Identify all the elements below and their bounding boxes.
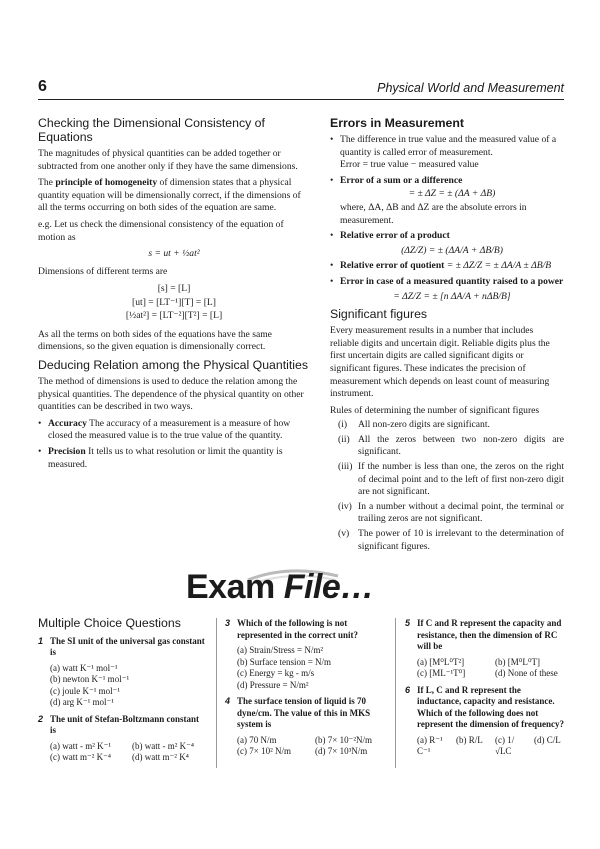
paragraph: Dimensions of different terms are [38, 265, 168, 277]
option: (d) arg K⁻¹ mol⁻¹ [50, 697, 114, 707]
question-4: 4 The surface tension of liquid is 70 dyne/cm. The value of this in MKS system is [225, 696, 371, 729]
dim-line: [s] = [L] [157, 283, 191, 295]
bullet-error-power: • Error in case of a measured quantity raised to a power = ΔZ/Z = ± [n ΔA/A + nΔB/B] [330, 276, 564, 303]
paragraph: e.g. Let us check the dimensional consistency of the equation of motion as [38, 218, 284, 243]
section-heading-significant-figures: Significant figures [330, 307, 428, 322]
question-1: 1 The SI unit of the universal gas constant is [38, 635, 205, 657]
option: (a) watt K⁻¹ mol⁻¹ [50, 662, 118, 673]
rule-item: (i) All non-zero digits are significant. [338, 419, 490, 431]
question-6: 6 If L, C and R represent the inductance, capacity and resistance. Which of the following does not represent the dimension of frequency? [405, 684, 564, 729]
mcq-column-1 [38, 618, 206, 764]
bold-term: principle of homogeneity [55, 177, 158, 189]
option-row: (c) 7× 10² N/m (d) 7× 10³N/m [237, 746, 368, 756]
option: (b) Surface tension = N/m [237, 656, 332, 667]
bullet-error-product: • Relative error of a product (ΔZ/Z) = ± (ΔA/A + ΔB/B) [330, 230, 564, 257]
option: (c) joule K⁻¹ mol⁻¹ [50, 685, 121, 696]
option-row: (a) R⁻¹ C⁻¹ (b) R/L (c) 1/√LC (d) C/L [417, 734, 561, 756]
question-2: 2 The unit of Stefan-Boltzmann constant is [38, 713, 200, 735]
exam-file-banner [178, 566, 448, 614]
option-row: (a) 70 N/m (b) 7× 10⁻²N/m [237, 734, 373, 745]
dim-line: [ut] = [LT⁻¹][T] = [L] [132, 296, 216, 308]
bullet-error-quotient: • Relative error of quotient = ± ΔZ/Z = ± ΔA/A ± ΔB/B [330, 260, 564, 273]
bullet-error-definition: • The difference in true value and the measured value of a quantity is called error of measurement. Error = true value − measured value [330, 134, 564, 172]
column-divider [216, 618, 217, 768]
bullet-accuracy: • Accuracy The accuracy of a measurement is a measure of how closed the measured value is to the true value of the quantity. [38, 418, 310, 443]
header-rule [38, 99, 564, 100]
rule-item: (v) The power of 10 is irrelevant to the determination of significant figures. [338, 528, 564, 552]
bullet-error-sum: • Error of a sum or a difference = ± ΔZ = ± (ΔA + ΔB) where, ΔA, ΔB and ΔZ are the absolute errors in measurement. [330, 175, 564, 227]
dim-line: [½at²] = [LT⁻²][T²] = [L] [125, 310, 223, 322]
option-row: (a) [M⁰L⁰T²] (b) [M⁰L⁰T] [417, 656, 540, 667]
paragraph: As all the terms on both sides of the equations have the same dimensions, so the given equation is dimensionally correct. [38, 328, 272, 353]
section-heading-errors: Errors in Measurement [330, 116, 464, 130]
rule-item: (ii) All the zeros between two non-zero digits are significant. [338, 433, 564, 458]
page-number: 6 [38, 78, 47, 95]
question-3: 3 Which of the following is not represented in the correct unit? [225, 618, 358, 640]
running-head: Physical World and Measurement [377, 81, 564, 95]
option: (c) Energy = kg - m/s [237, 668, 315, 678]
paragraph: The magnitudes of physical quantities can be added together or subtracted from one another only if they have the same dimensions. [38, 148, 298, 172]
option: (d) Pressure = N/m² [237, 679, 309, 690]
bullet-precision: • Precision It tells us to what resolution or limit the quantity is measured. [38, 446, 310, 471]
dimension-equations [38, 282, 310, 323]
option: (a) Strain/Stress = N/m² [237, 645, 324, 655]
section-heading-dimensional-consistency: Checking the Dimensional Consistency of Equations [38, 116, 265, 144]
right-column [330, 116, 564, 555]
paragraph: The method of dimensions is used to deduce the relation among the physical quantities. The dependence of the physical quantity on other quantities can be described in two ways. [38, 376, 304, 413]
equation-motion: s = ut + ½at² [148, 248, 200, 260]
option-row: (c) [ML⁻¹T⁰] (d) None of these [417, 668, 558, 678]
question-5: 5 If C and R represent the capacity and resistance, then the dimension of RC will be [405, 618, 562, 651]
paragraph: The principle of homogeneity of dimension states that a physical quantity equation will be dimensionally correct, if the dimensions of all the terms occurring on both sides of the equation are same. [38, 177, 301, 214]
paragraph: Every measurement results in a number that includes reliable digits and uncertain digit. Reliable digits plus the first uncertain digits are called significant digits or significant figures. These indicates the precision of measurement which depends on least count of measuring instrument. [330, 325, 550, 400]
mcq-column-3 [405, 618, 565, 758]
column-divider [395, 618, 396, 768]
option-row: (a) watt - m² K⁻¹ (b) watt - m² K⁻⁴ [50, 740, 195, 751]
rule-item: (iv) In a number without a decimal point, the terminal or trailing zeros are not significant. [338, 500, 564, 525]
mcq-title: Multiple Choice Questions [38, 616, 181, 630]
banner-title: Exam File… [186, 568, 374, 606]
option: (b) newton K⁻¹ mol⁻¹ [50, 674, 130, 684]
option-row: (c) watt m⁻² K⁻⁴ (d) watt m⁻² K⁴ [50, 752, 189, 762]
left-column [38, 116, 310, 474]
mcq-column-2 [225, 618, 385, 758]
section-heading-deducing-relation: Deducing Relation among the Physical Quantities [38, 358, 309, 373]
paragraph: Rules of determining the number of significant figures [330, 404, 540, 416]
rule-item: (iii) If the number is less than one, the zeros on the right of decimal point and to the left of first non-zero digit are not significant. [338, 461, 564, 498]
